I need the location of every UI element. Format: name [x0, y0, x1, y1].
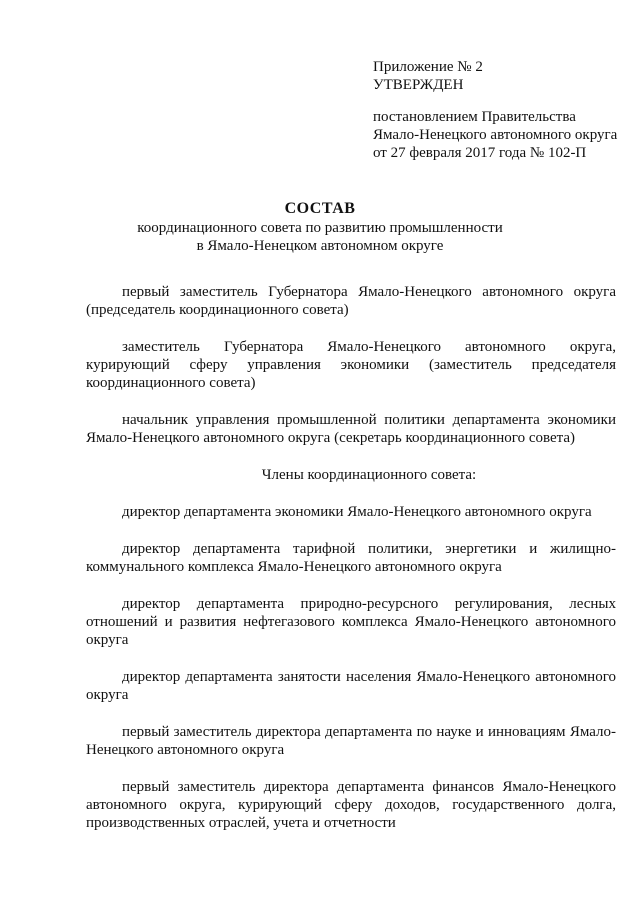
- members-heading: Члены координационного совета:: [261, 467, 477, 483]
- decree-line: Ямало-Ненецкого автономного округа: [373, 127, 618, 143]
- member-entry: директор департамента занятости населения Ямало-Ненецкого автономного округа: [86, 669, 616, 703]
- member-entry: директор департамента экономики Ямало-Ненецкого автономного округа: [122, 504, 592, 520]
- document-body: [86, 283, 616, 851]
- member-entry: директор департамента тарифной политики, энергетики и жилищно-коммунального комплекса Ямало-Ненецкого автономного округа: [86, 541, 616, 575]
- decree-date: от 27 февраля 2017 года № 102-П: [373, 145, 587, 161]
- document-subtitle: координационного совета по развитию промышленности: [137, 220, 503, 236]
- chairman-entry: первый заместитель Губернатора Ямало-Ненецкого автономного округа (председатель координационного совета): [86, 284, 616, 318]
- document-title: СОСТАВ: [284, 200, 356, 217]
- decree-line: постановлением Правительства: [373, 109, 576, 125]
- secretary-entry: начальник управления промышленной политики департамента экономики Ямало-Ненецкого автономного округа (секретарь координационного совета): [86, 412, 616, 446]
- approved-label: УТВЕРЖДЕН: [373, 77, 464, 93]
- document-subtitle: в Ямало-Ненецком автономном округе: [196, 238, 444, 254]
- approval-stamp: [373, 58, 623, 162]
- document-header: [0, 199, 640, 255]
- member-entry: первый заместитель директора департамента финансов Ямало-Ненецкого автономного округа, курирующий сферу доходов, государственного долга, производственных отраслей, учета и отчетности: [86, 779, 616, 831]
- deputy-chairman-entry: заместитель Губернатора Ямало-Ненецкого автономного округа, курирующий сферу управления экономики (заместитель председателя координационного совета): [86, 339, 616, 391]
- appendix-number: Приложение № 2: [373, 59, 483, 75]
- spacer: [373, 94, 623, 108]
- member-entry: директор департамента природно-ресурсного регулирования, лесных отношений и развития нефтегазового комплекса Ямало-Ненецкого автономного округа: [86, 596, 616, 648]
- member-entry: первый заместитель директора департамента по науке и инновациям Ямало-Ненецкого автономного округа: [86, 724, 616, 758]
